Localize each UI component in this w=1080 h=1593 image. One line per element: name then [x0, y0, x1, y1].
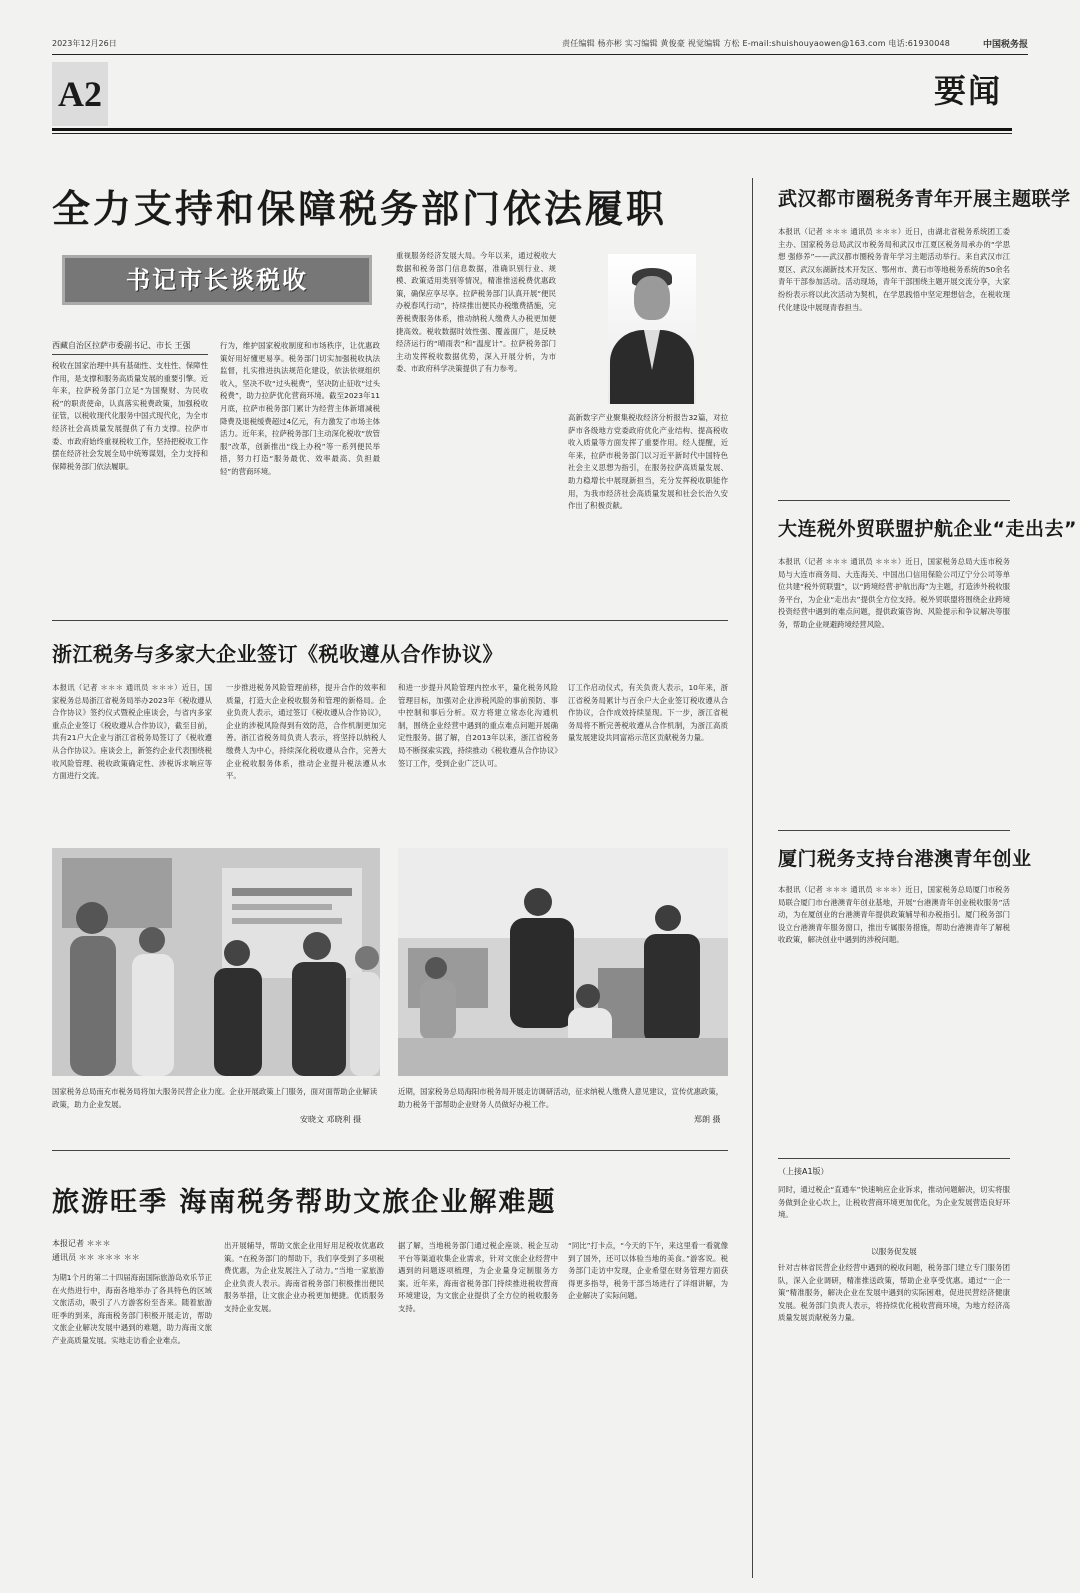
continued-text: 同时，通过税企“直通车”快速响应企业诉求，推动问题解决，切实将服务做到企业心坎上，让税收营商环境更加优化，为企业发展营造良好环境。	[778, 1185, 1010, 1220]
wuhan-text: 本报讯（记者 ＊＊＊ 通讯员 ＊＊＊）近日，由湖北省税务系统团工委主办、国家税务总局武汉市税务局和武汉市江夏区税务局承办的“学思想 强修养”——武汉都市圈税务青年学习主题活动举行。来自武汉市江夏区、武汉东湖新技术开发区、鄂州市、黄石市等地税务系统的50余名青年干部参加活动。活动现场，青年干部围绕主题开展交流分享，大家纷纷表示将以此次活动为契机，在学思践悟中坚定理想信念，在税收现代化建设中展现青春担当。	[778, 227, 1010, 312]
hainan-column-4: “同比”打卡点，“今天的下午，来这里看一看就像到了国外，还可以体验当地的美食。”游客说。税务部门走访中发现，企业希望在财务管理方面获得更多指导，税务干部当场进行了详细讲解，为企业解决了实际问题。	[568, 1241, 728, 1301]
newspaper-brand: 中国税务报	[982, 40, 1028, 50]
zhejiang-column-4: 订工作启动仪式，有关负责人表示，10年来，浙江省税务局累计与百余户大企业签订税收遵从合作协议，合作成效持续显现。下一步，浙江省税务局将不断完善税收遵从合作机制，为浙江高质量发展建设共同富裕示范区贡献税务力量。	[568, 683, 728, 743]
photo-left-caption: 国家税务总局南充市税务局将加大服务民营企业力度。企业开展政策上门服务，面对面帮助企业解读政策，助力企业发展。	[52, 1087, 378, 1109]
masthead-rule	[52, 128, 1012, 131]
photo-left	[52, 848, 380, 1076]
lead-headline: 全力支持和保障税务部门依法履职	[52, 186, 668, 231]
sidebar-divider-1	[778, 500, 1010, 501]
page-number: A2	[58, 74, 102, 114]
hainan-byline-reporter: 本报记者 ＊＊＊	[52, 1239, 111, 1248]
hainan-column-2: 出开展辅导，帮助文旅企业用好用足税收优惠政策。“在税务部门的帮助下，我们享受到了多项税费优惠，为企业发展注入了动力。”当地一家旅游企业负责人表示。海南省税务部门积极推出便民服务举措，让文旅企业办税更加便捷。优质服务支持企业发展。	[224, 1241, 384, 1313]
column-banner-text: 书记市长谈税收	[126, 266, 308, 294]
xiamen-headline: 厦门税务支持台港澳青年创业	[778, 848, 1032, 870]
zhejiang-headline: 浙江税务与多家大企业签订《税收遵从合作协议》	[52, 642, 503, 666]
zhejiang-column-2: 一步推进税务风险管理前移，提升合作的效率和质量，打造大企业税收服务和管理的新格局。企业负责人表示，通过签订《税收遵从合作协议》，企业的涉税风险得到有效防范，合作机制更加完善。浙江省税务局负责人表示，将坚持以纳税人缴费人为中心，持续深化税收遵从合作，完善大企业税收服务体系，推动企业提升税法遵从水平。	[226, 683, 386, 781]
photo-right-caption: 近期，国家税务总局海阳市税务局开展走访调研活动，征求纳税人缴费人意见建议，宣传优惠政策，助力税务干部帮助企业财务人员做好办税工作。	[398, 1087, 724, 1109]
zhejiang-column-1: 本报讯（记者 ＊＊＊ 通讯员 ＊＊＊）近日，国家税务总局浙江省税务局举办2023年《税收遵从合作协议》签约仪式暨税企座谈会，与省内多家重点企业签订《税收遵从合作协议》，截至目前，共有21户大企业与浙江省税务局签订了《税收遵从合作协议》。座谈会上，新签约企业代表围绕税收风险管理、税收政策确定性、涉税诉求响应等方面进行交流。	[52, 683, 212, 781]
dalian-headline: 大连税外贸联盟护航企业“走出去”	[778, 518, 1077, 540]
photo-right-credit: 郑朗 摄	[694, 1115, 721, 1124]
hainan-column-3: 据了解，当地税务部门通过税企座谈、税企互动平台等渠道收集企业需求，针对文旅企业经营中遇到的问题逐项梳理，为企业量身定制服务方案。近年来，海南省税务部门持续推进税收营商环境建设，为文旅企业提供了全方位的税收服务支持。	[398, 1241, 558, 1313]
photo-right-scene	[398, 848, 728, 1076]
lead-column-2: 行为，维护国家税收制度和市场秩序，让优惠政策好用好懂更易享。税务部门切实加强税收执法监督，扎实推进执法规范化建设，依法依规组织收入，坚决不收“过头税费”，坚决防止征收“过头税费”，助力拉萨优化营商环境。截至2023年11月底，拉萨市税务部门累计为经营主体新增减税降费及退税缓费超过4亿元，有力激发了市场主体活力。近年来，拉萨税务部门主动深化税收“放管服”改革，创新推出“线上办税”等一系列便民举措，努力打造“服务最优、效率最高、负担最轻”的营商环境。	[220, 341, 380, 476]
continued-text-2: 针对吉林省民营企业经营中遇到的税收问题，税务部门建立专门服务团队，深入企业调研，精准推送政策，帮助企业享受优惠。通过“一企一策”精准服务，解决企业在发展中遇到的实际困难，促进民营经济健康发展。税务部门负责人表示，将持续优化税收营商环境，为地方经济高质量发展贡献税务力量。	[778, 1263, 1010, 1323]
masthead-rule-thin	[52, 133, 1012, 134]
photo-left-credit: 安晓文 邓晓利 摄	[300, 1115, 362, 1124]
issue-date: 2023年12月26日	[52, 39, 117, 48]
column-banner	[62, 255, 372, 305]
hainan-byline-correspondents: 通讯员 ＊＊ ＊＊＊ ＊＊	[52, 1253, 140, 1262]
sidebar-divider	[752, 178, 753, 1578]
photo-right	[398, 848, 728, 1076]
xiamen-text: 本报讯（记者 ＊＊＊ 通讯员 ＊＊＊）近日，国家税务总局厦门市税务局联合厦门市台港澳青年创业基地，开展“台港澳青年创业税收服务”活动，为在厦创业的台港澳青年提供政策辅导和办税指引。厦门税务部门设立台港澳青年服务窗口，推出专属服务措施，帮助台港澳青年了解税收政策，解决创业中遇到的涉税问题。	[778, 885, 1010, 945]
wuhan-headline: 武汉都市圈税务青年开展主题联学	[778, 188, 1071, 210]
continued-label: （上接A1版）	[778, 1167, 829, 1176]
lead-column-3: 重视服务经济发展大局。今年以来，通过税收大数据和税务部门信息数据，准确识别行业、规模、政策适用类别等情况，精准推送税费优惠政策，确保应享尽享。拉萨税务部门认真开展“便民办税春风行动”，持续推出便民办税缴费措施，完善税费服务体系，推动纳税人缴费人办税更加便捷高效。税收数据时效性强、覆盖面广，是反映经济运行的“晴雨表”和“温度计”。拉萨税务部门主动发挥税收数据优势，深入开展分析，为市委、市政府科学决策提供了有力参考。	[396, 251, 556, 374]
sidebar-divider-2	[778, 830, 1010, 831]
hainan-headline: 旅游旺季 海南税务帮助文旅企业解难题	[52, 1187, 557, 1218]
continued-subhead: 以服务促发展	[871, 1247, 917, 1256]
editor-credits: 责任编辑 杨亦彬 实习编辑 黄俊豪 视觉编辑 方松 E-mail:shuishouyaowen@163.com 电话:61930048	[562, 39, 951, 48]
mayor-portrait	[608, 254, 696, 404]
section-divider-2	[52, 1150, 728, 1151]
hainan-column-1: 为期1个月的第二十四届海南国际旅游岛欢乐节正在火热进行中，海南各地举办了各具特色的区域文旅活动，吸引了八方游客纷至沓来。随着旅游旺季的到来，海南税务部门积极开展走访，帮助文旅企业解决发展中遇到的难题，助力海南文旅产业高质量发展。实地走访看企业难点。	[52, 1273, 212, 1345]
top-strip	[52, 36, 1028, 52]
header-rule	[52, 54, 1028, 55]
photo-left-scene	[52, 848, 380, 1076]
section-divider-1	[52, 620, 728, 621]
dalian-text: 本报讯（记者 ＊＊＊ 通讯员 ＊＊＊）近日，国家税务总局大连市税务局与大连市商务局、大连海关、中国出口信用保险公司辽宁分公司等单位共建“税外贸联盟”，以“跨境经营·护航出海”为主题，打造涉外税收服务平台，为企业“走出去”提供全方位支持。税外贸联盟将围绕企业跨境投资经营中遇到的难点问题，提供政策咨询、风险提示和争议解决等服务，帮助企业规避跨境经营风险。	[778, 557, 1010, 629]
lead-byline: 西藏自治区拉萨市委副书记、市长 王强	[52, 340, 208, 355]
section-title: 要闻	[933, 72, 1002, 110]
sidebar-divider-3	[778, 1158, 1010, 1159]
zhejiang-column-3: 和进一步提升风险管理内控水平，量化税务风险管理目标，加强对企业涉税风险的事前预防、事中控制和事后分析。双方将建立常态化沟通机制，围绕企业经营中遇到的重点难点问题开展确定性服务。据了解，自2013年以来，浙江省税务局不断探索实践，持续推动《税收遵从合作协议》签订工作，受到企业广泛认可。	[398, 683, 558, 768]
page-number-box	[52, 62, 108, 126]
lead-column-4: 高新数字产业聚集税收经济分析报告32篇，对拉萨市各级地方党委政府优化产业结构、提高税收收入质量等方面发挥了重要作用。经人提醒，近年来，拉萨市税务部门以习近平新时代中国特色社会主义思想为指引，在服务拉萨高质量发展、助力稳增长中展现新担当，充分发挥税收职能作用，为我市经济社会高质量发展和社会长治久安作出了积极贡献。	[568, 413, 728, 511]
lead-column-1: 税收在国家治理中具有基础性、支柱性、保障性作用，是支撑和服务高质量发展的重要引擎。近年来，拉萨税务部门立足“为国聚财、为民收税”的职责使命，认真落实税费政策，加强税收征管，以税收现代化服务中国式现代化，为全市经济社会高质量发展提供了有力支撑。拉萨市委、市政府始终重视税收工作，坚持把税收工作摆在经济社会发展全局中统筹谋划，全力支持和保障税务部门依法履职。	[52, 361, 208, 471]
